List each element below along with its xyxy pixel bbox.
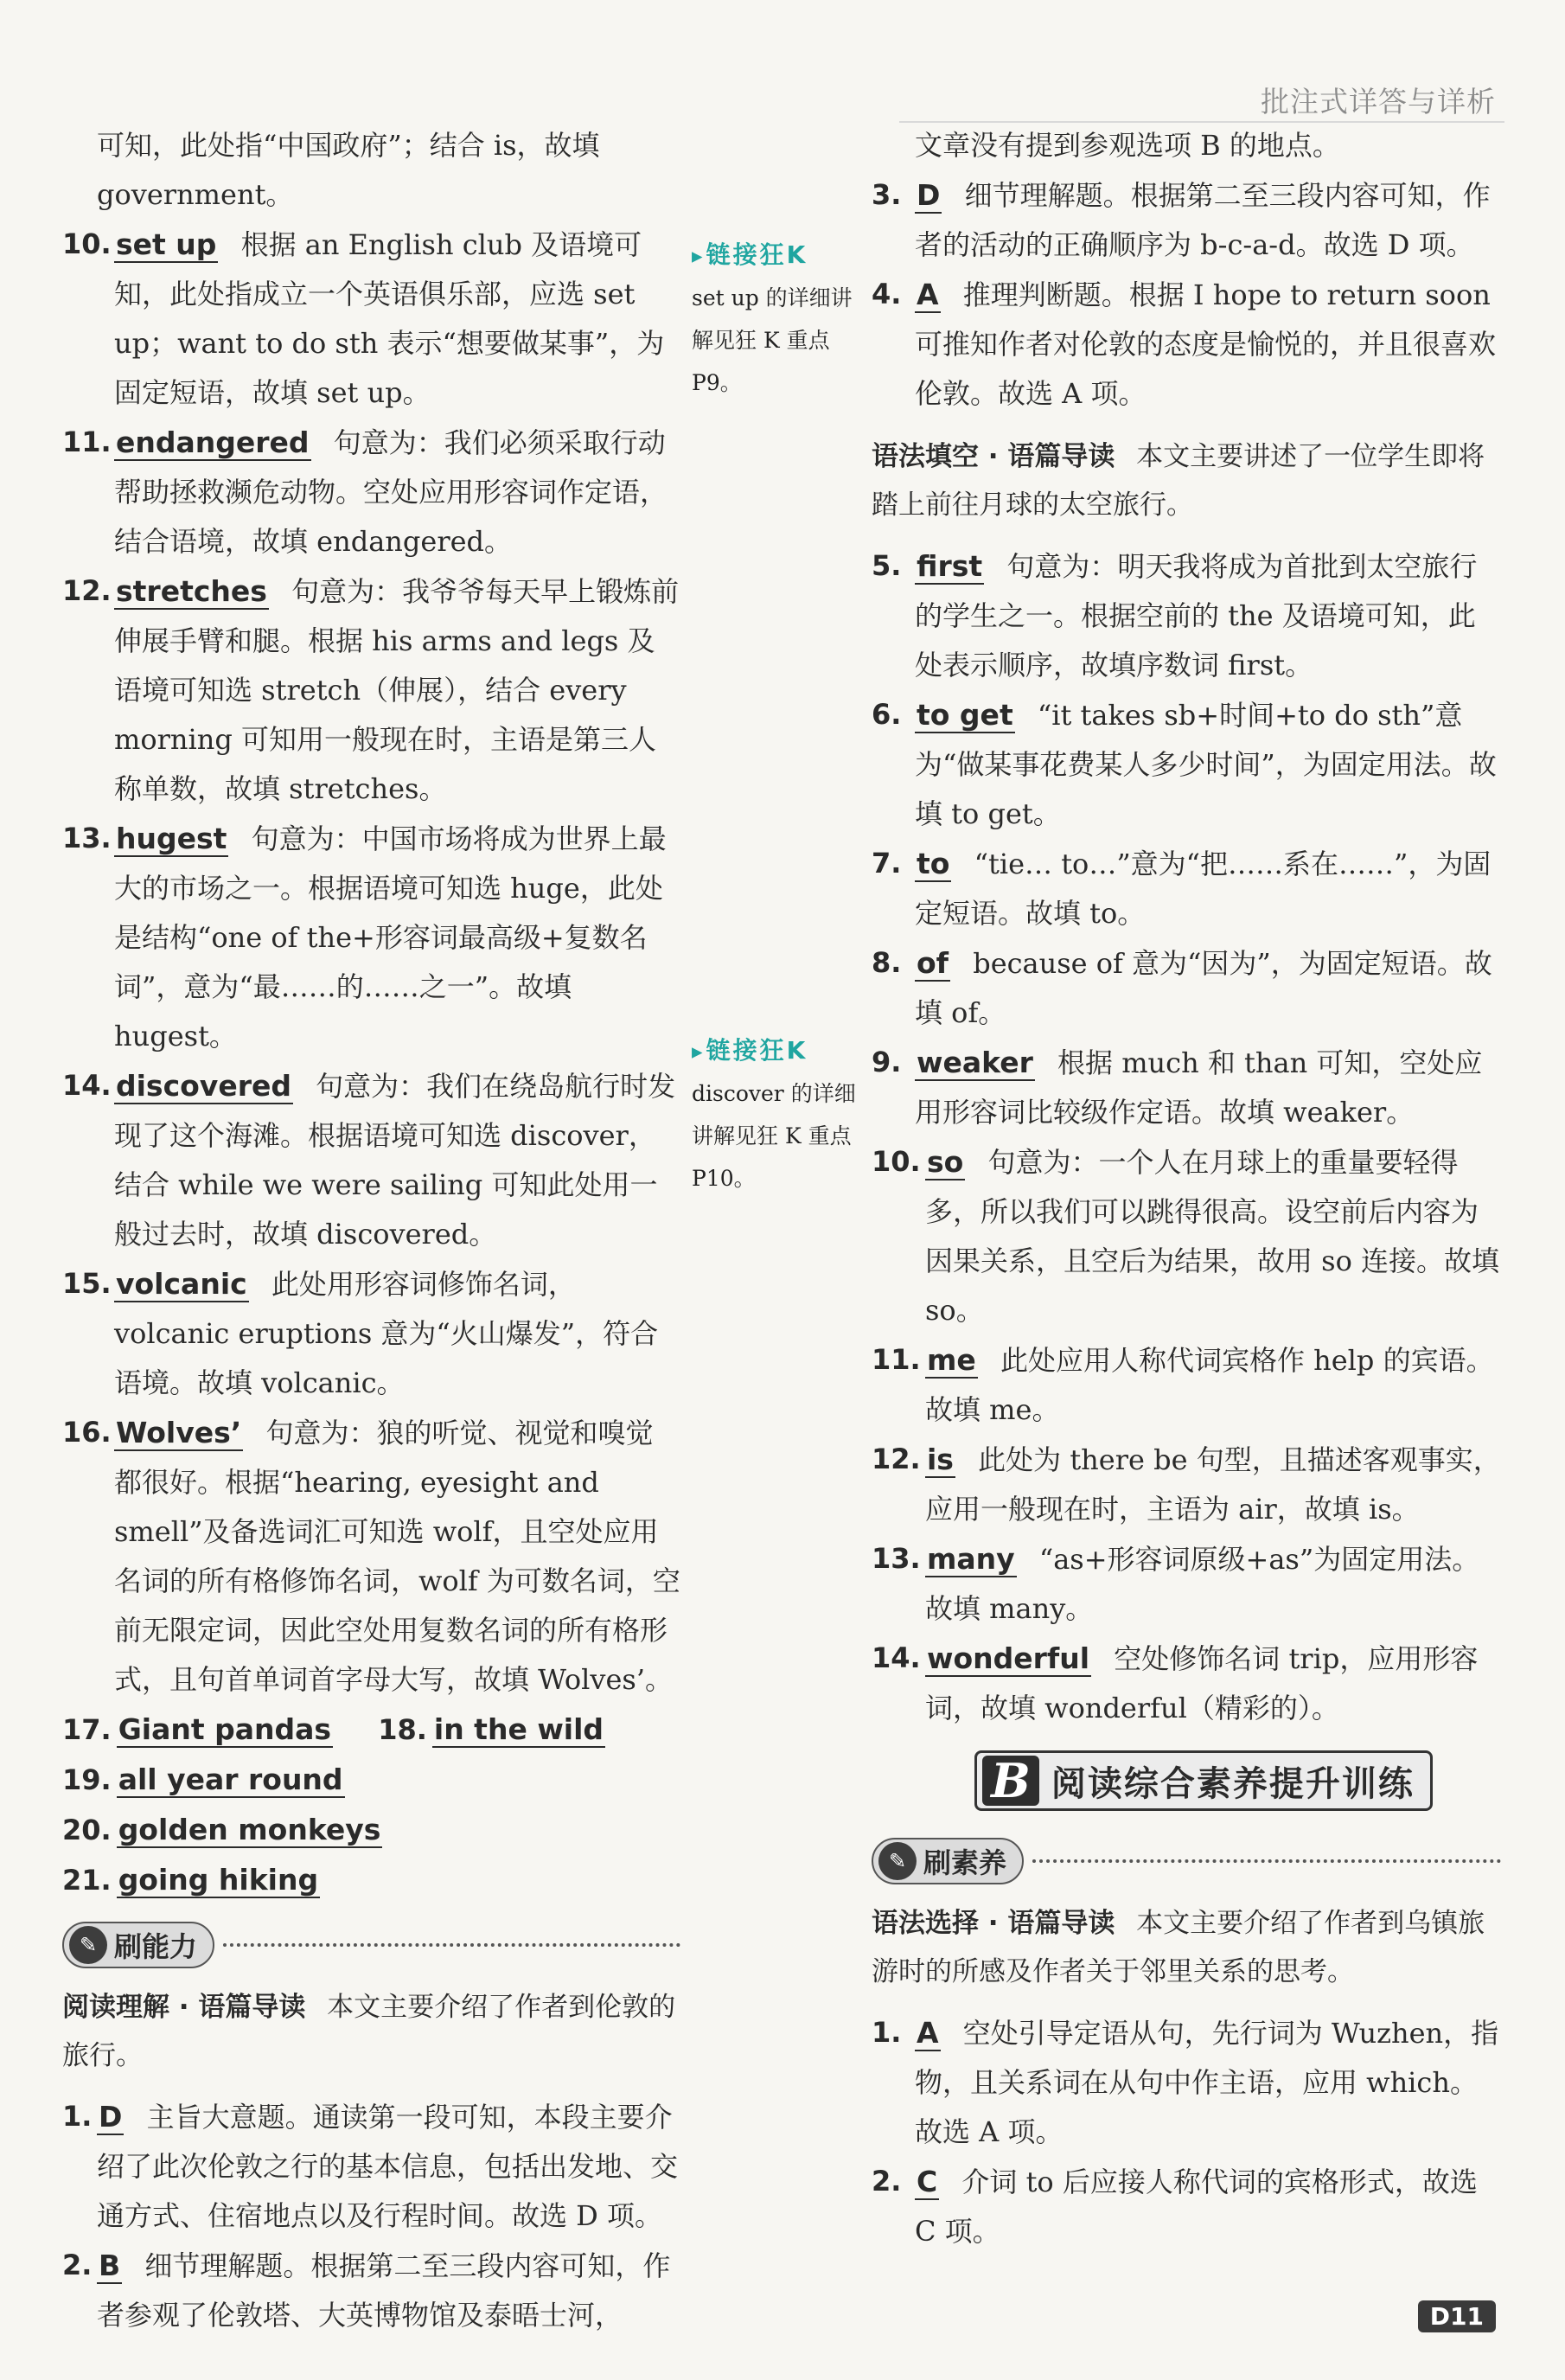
note-text: set up 的详细讲解见狂 K 重点 P9。: [692, 285, 853, 395]
answer: golden monkeys: [118, 1813, 381, 1846]
arrow-icon: ▸: [692, 243, 703, 268]
answer: wonderful: [927, 1641, 1090, 1675]
fill-item-9: [872, 1038, 1501, 1137]
item-number: 12.: [62, 574, 112, 607]
answer: so: [927, 1145, 964, 1179]
section-badge-literacy: [872, 1833, 1501, 1889]
item-number: 9.: [872, 1046, 902, 1078]
short-answer: [62, 1705, 347, 1755]
dotted-divider: [1032, 1859, 1501, 1863]
note-header: [692, 234, 865, 277]
explanation: 句意为：一个人在月球上的重量要轻得多，所以我们可以跳得很高。设空前后内容为因果关系，且空后为结果，故用 so 连接。故填 so。: [925, 1146, 1500, 1327]
explanation: 句意为：我爷爷每天早上锻炼前伸展手臂和腿。根据 his arms and legs 及语境可知选 stretch（伸展），结合 every morning 可知用一般现在时，主语是第三人称单数，故填 stretches。: [114, 575, 680, 805]
banner-title: 阅读综合素养提升训练: [1051, 1763, 1415, 1804]
explanation: 根据 much 和 than 可知，空处应用形容词比较级作定语。故填 weaker。: [915, 1046, 1483, 1129]
item-number: 8.: [872, 946, 902, 979]
explanation: 空处引导定语从句，先行词为 Wuzhen，指物，且关系词在从句中作主语，应用 which。故选 A 项。: [915, 2017, 1499, 2148]
answer: of: [917, 946, 949, 980]
item-number: 3.: [872, 178, 902, 211]
answer-item-12: [62, 566, 680, 814]
answer: in the wild: [433, 1712, 604, 1746]
badge-pill: [872, 1838, 1024, 1884]
guide-text: 本文主要介绍了作者到乌镇旅游时的所感及作者关于邻里关系的思考。: [872, 1908, 1485, 1987]
short-answer: [62, 1755, 359, 1805]
item-number: 19.: [62, 1763, 112, 1796]
explanation: 句意为：狼的听觉、视觉和嗅觉都很好。根据“hearing, eyesight and smell”及备选词汇可知选 wolf，且空处应用名词的所有格修饰名词，wolf 为可数名词，空前无限定词，因此空处用复数名词的所有格形式，且句首单词首字母大写，故填 Wolves’。: [114, 1417, 680, 1696]
item-number: 7.: [872, 847, 902, 880]
reading-item-1: [62, 2092, 680, 2241]
note-header: [692, 1029, 865, 1072]
item-number: 18.: [378, 1713, 427, 1746]
grammar-fill-guide: [872, 432, 1501, 529]
answer: to: [917, 847, 950, 880]
short-answers: [62, 1705, 680, 1905]
fill-item-12: [872, 1435, 1501, 1534]
explanation: 细节理解题。根据第二至三段内容可知，作者参观了伦敦塔、大英博物馆及泰晤士河，: [97, 2249, 671, 2332]
answer: weaker: [917, 1046, 1033, 1079]
explanation: “it takes sb+时间+to do sth”意为“做某事花费某人多少时间”，为固定用法。故填 to get。: [915, 699, 1497, 830]
answer-item-10: [62, 220, 680, 418]
item-number: 1.: [872, 2016, 902, 2049]
answer-item-11: [62, 418, 680, 566]
left-continuation-text: 可知，此处指“中国政府”；结合 is，故填 government。: [97, 129, 600, 211]
explanation: “tie… to…”意为“把……系在……”，为固定短语。故填 to。: [915, 848, 1492, 930]
explanation: because of 意为“因为”，为固定短语。故填 of。: [915, 947, 1492, 1029]
answer: me: [927, 1343, 976, 1377]
item-number: 20.: [62, 1814, 112, 1846]
explanation: 句意为：我们必须采取行动帮助拯救濒危动物。空处应用形容词作定语，结合语境，故填 endangered。: [114, 426, 668, 558]
answer: all year round: [118, 1763, 343, 1796]
fill-item-11: [872, 1335, 1501, 1435]
explanation: 推理判断题。根据 I hope to return soon 可推知作者对伦敦的态度是愉悦的，并且很喜欢伦敦。故选 A 项。: [915, 278, 1497, 410]
answer: A: [917, 278, 939, 311]
reading-guide: [62, 1983, 680, 2080]
item-number: 15.: [62, 1267, 112, 1300]
fill-item-7: [872, 839, 1501, 938]
answer-item-14: [62, 1061, 680, 1259]
arrow-icon: ▸: [692, 1039, 703, 1064]
item-number: 17.: [62, 1713, 112, 1746]
explanation: 此处为 there be 句型，且描述客观事实，应用一般现在时，主语为 air，故填 is。: [925, 1443, 1501, 1526]
item-number: 5.: [872, 549, 902, 582]
left-continuation: [62, 121, 680, 220]
answer: D: [99, 2100, 123, 2134]
answer: endangered: [116, 425, 310, 459]
answer: is: [927, 1443, 954, 1476]
item-number: 14.: [62, 1069, 112, 1102]
item-number: 4.: [872, 278, 902, 310]
item-number: 6.: [872, 698, 902, 731]
grammar-choice-guide: [872, 1899, 1501, 1996]
answer: Giant pandas: [118, 1712, 332, 1746]
item-number: 14.: [872, 1641, 921, 1674]
explanation: 句意为：明天我将成为首批到太空旅行的学生之一。根据空前的 the 及语境可知，此处表示顺序，故填序数词 first。: [915, 550, 1478, 681]
short-answer: [62, 1855, 334, 1905]
item-number: 16.: [62, 1416, 112, 1449]
fill-item-5: [872, 541, 1501, 690]
right-continuation: [872, 121, 1501, 170]
badge-pill: [62, 1922, 214, 1968]
section-banner-b: [906, 1750, 1501, 1811]
fill-item-14: [872, 1634, 1501, 1733]
right-column: [872, 121, 1501, 2256]
dotted-divider: [223, 1943, 680, 1947]
reading-item-4: [872, 270, 1501, 419]
guide-text: 本文主要介绍了作者到伦敦的旅行。: [62, 1992, 676, 2071]
answer: to get: [917, 698, 1013, 732]
explanation: 空处修饰名词 trip，应用形容词，故填 wonderful（精彩的）。: [925, 1642, 1479, 1724]
note-text: discover 的详细讲解见狂 K 重点 P10。: [692, 1081, 856, 1191]
item-number: 11.: [872, 1343, 921, 1376]
explanation: 细节理解题。根据第二至三段内容可知，作者的活动的正确顺序为 b-c-a-d。故选 D 项。: [915, 179, 1491, 261]
answer: C: [917, 2165, 938, 2198]
item-number: 2.: [872, 2165, 902, 2198]
brush-icon: ✎: [878, 1842, 917, 1880]
short-answer-row: [62, 1705, 680, 1755]
short-answer: [378, 1705, 619, 1755]
item-number: 21.: [62, 1864, 112, 1897]
item-number: 13.: [872, 1542, 921, 1575]
guide-text: 本文主要讲述了一位学生即将踏上前往月球的太空旅行。: [872, 441, 1485, 521]
brush-icon: ✎: [69, 1926, 107, 1964]
item-number: 10.: [62, 227, 112, 260]
answer: A: [917, 2016, 939, 2050]
item-number: 1.: [62, 2100, 93, 2133]
explanation: 句意为：我们在绕岛航行时发现了这个海滩。根据语境可知选 discover，结合 while we were sailing 可知此处用一般过去时，故填 discovered。: [114, 1070, 676, 1251]
page-number: D11: [1418, 2300, 1496, 2332]
fill-item-10: [872, 1137, 1501, 1335]
choice-item-2: [872, 2157, 1501, 2256]
explanation: 介词 to 后应接人称代词的宾格形式，故选 C 项。: [915, 2166, 1478, 2248]
answer: set up: [116, 227, 217, 261]
guide-tag: 语法填空 · 语篇导读: [872, 441, 1115, 472]
item-number: 11.: [62, 425, 112, 458]
banner-letter: B: [982, 1756, 1039, 1806]
answer-item-15: [62, 1259, 680, 1408]
item-number: 13.: [62, 822, 112, 854]
answer: D: [917, 178, 941, 212]
explanation: 根据 an English club 及语境可知，此处指成立一个英语俱乐部，应选 set up；want to do sth 表示“想要做某事”，为固定短语，故填 set up。: [114, 228, 665, 409]
explanation: 主旨大意题。通读第一段可知，本段主要介绍了此次伦敦之行的基本信息，包括出发地、交通方式、住宿地点以及行程时间。故选 D 项。: [97, 2101, 679, 2232]
reading-item-2: [62, 2241, 680, 2340]
item-number: 10.: [872, 1145, 921, 1178]
answer: volcanic: [116, 1267, 247, 1301]
answer: hugest: [116, 822, 227, 855]
badge-label: 刷能力: [114, 1930, 198, 1963]
section-badge-ability: [62, 1917, 680, 1973]
fill-item-13: [872, 1534, 1501, 1634]
item-number: 2.: [62, 2249, 93, 2281]
answer-item-13: [62, 814, 680, 1061]
right-continuation-text: 文章没有提到参观选项 B 的地点。: [915, 129, 1340, 162]
item-number: 12.: [872, 1443, 921, 1475]
answer-item-16: [62, 1408, 680, 1705]
note-title: 链接狂K: [706, 1036, 808, 1065]
reading-item-3: [872, 170, 1501, 270]
answer: stretches: [116, 574, 267, 608]
note-title: 链接狂K: [706, 240, 808, 269]
answer: B: [99, 2249, 121, 2282]
explanation: 此处用形容词修饰名词，volcanic eruptions 意为“火山爆发”，符合语境。故填 volcanic。: [114, 1268, 659, 1399]
side-note-discover: [692, 1029, 865, 1200]
answer: Wolves’: [116, 1416, 242, 1449]
short-answer: [62, 1805, 396, 1855]
answer: many: [927, 1542, 1015, 1576]
page-header-title: 批注式详答与详析: [1261, 85, 1496, 118]
explanation: 句意为：中国市场将成为世界上最大的市场之一。根据语境可知选 huge，此处是结构“one of the+形容词最高级+复数名词”，意为“最……的……之一”。故填 hugest。: [114, 822, 667, 1052]
badge-label: 刷素养: [923, 1846, 1007, 1879]
explanation: “as+形容词原级+as”为固定用法。故填 many。: [925, 1543, 1480, 1625]
guide-tag: 语法选择 · 语篇导读: [872, 1908, 1115, 1939]
fill-item-8: [872, 938, 1501, 1038]
answer: first: [917, 549, 983, 583]
short-answer-row: [62, 1755, 680, 1855]
short-answer-row: [62, 1855, 680, 1905]
explanation: 此处应用人称代词宾格作 help 的宾语。故填 me。: [925, 1344, 1494, 1426]
answer: discovered: [116, 1069, 291, 1103]
answer: going hiking: [118, 1863, 319, 1897]
side-note-set-up: [692, 234, 865, 404]
guide-tag: 阅读理解 · 语篇导读: [62, 1992, 306, 2023]
choice-item-1: [872, 2008, 1501, 2157]
left-column: [62, 121, 680, 2340]
banner-box: [974, 1750, 1433, 1811]
fill-item-6: [872, 690, 1501, 839]
